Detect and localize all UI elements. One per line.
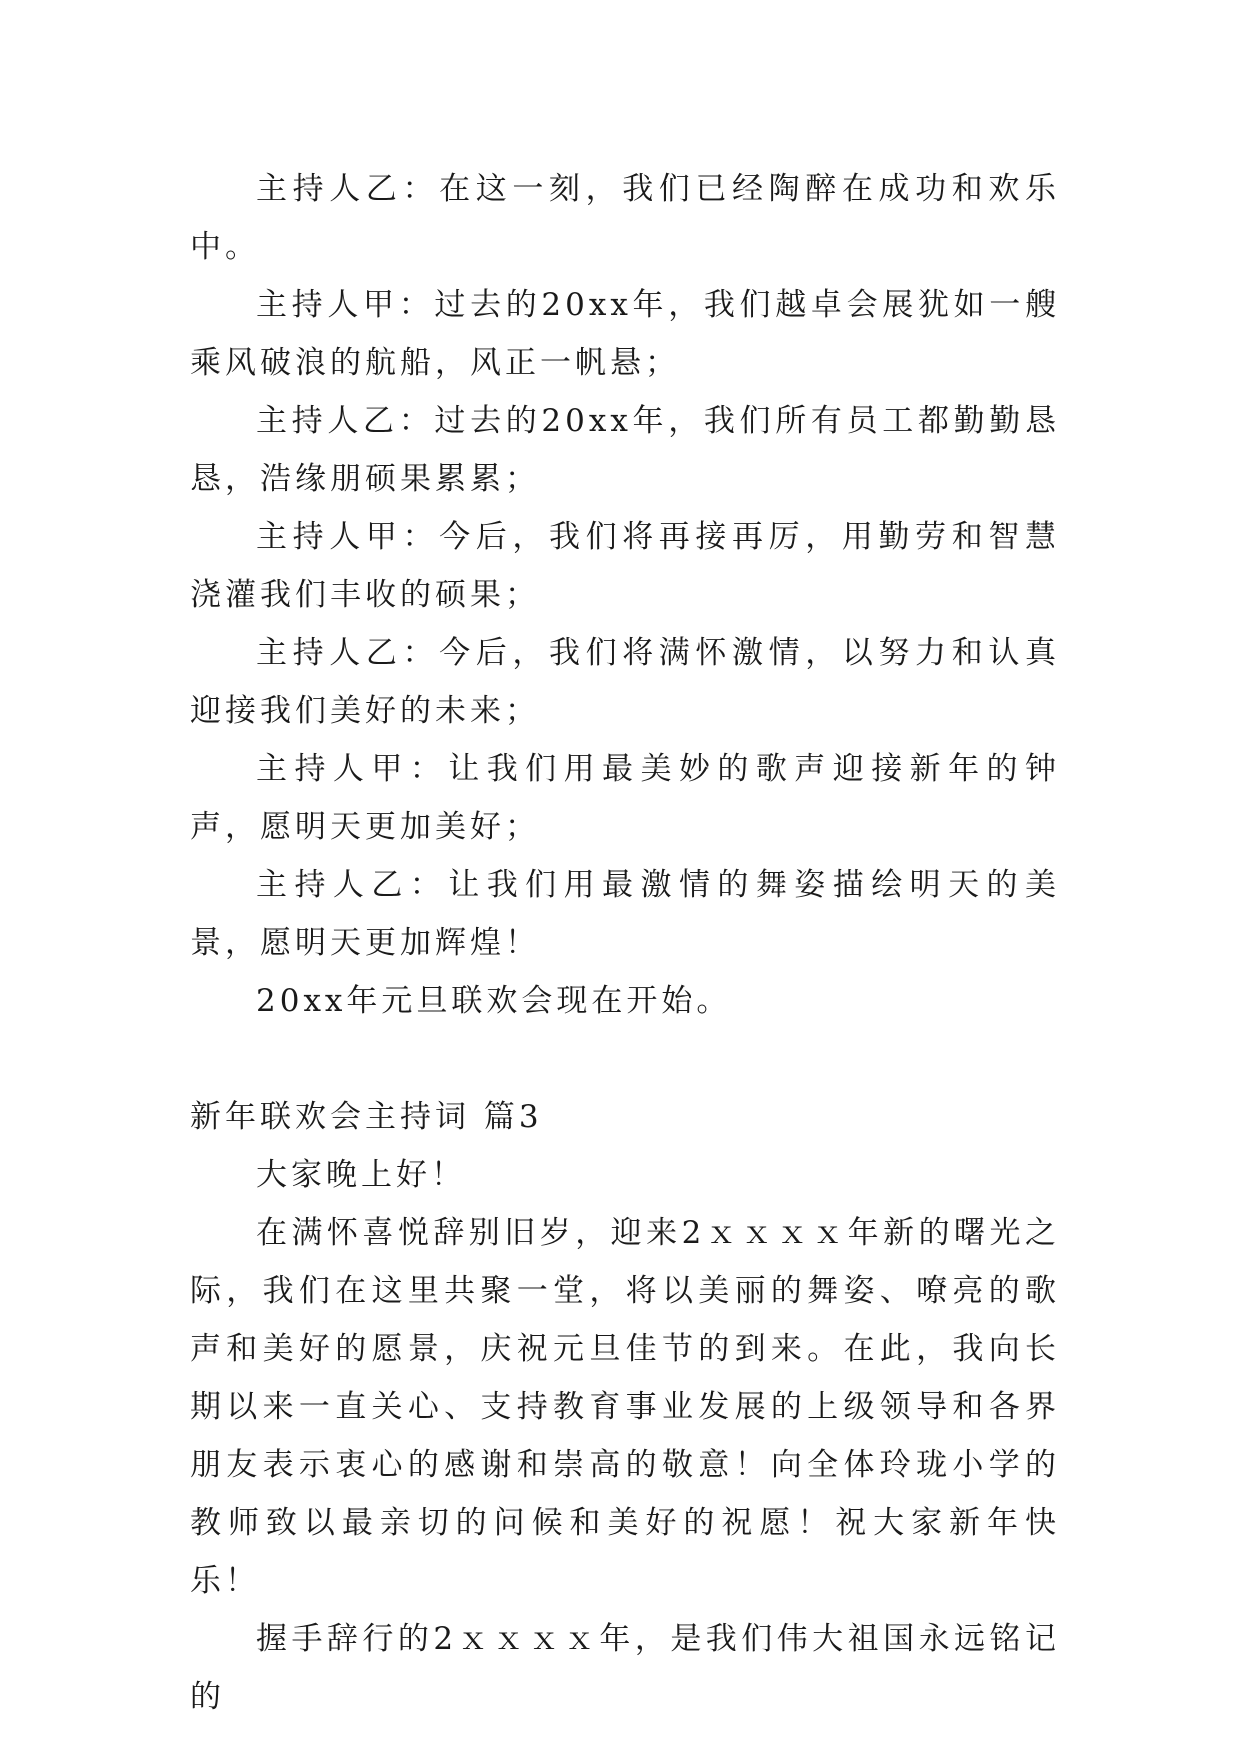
paragraph: 握手辞行的2ｘｘｘｘ年，是我们伟大祖国永远铭记的	[190, 1621, 1060, 1715]
document-body	[190, 160, 1060, 1726]
paragraph: 主持人乙：让我们用最激情的舞姿描绘明天的美景，愿明天更加辉煌！	[190, 867, 1060, 961]
paragraph: 在满怀喜悦辞别旧岁，迎来2ｘｘｘｘ年新的曙光之际，我们在这里共聚一堂，将以美丽的舞姿、嘹亮的歌声和美好的愿景，庆祝元旦佳节的到来。在此，我向长期以来一直关心、支持教育事业发展的上级领导和各界朋友表示衷心的感谢和崇高的敬意！向全体玲珑小学的教师致以最亲切的问候和美好的祝愿！祝大家新年快乐！	[190, 1215, 1060, 1599]
paragraph: 主持人乙：在这一刻，我们已经陶醉在成功和欢乐中。	[190, 171, 1060, 265]
section-heading: 新年联欢会主持词 篇3	[190, 1099, 543, 1135]
paragraph: 主持人甲：过去的20xx年，我们越卓会展犹如一艘乘风破浪的航船，风正一帆悬；	[190, 287, 1060, 381]
paragraph: 主持人甲：今后，我们将再接再厉，用勤劳和智慧浇灌我们丰收的硕果；	[190, 519, 1060, 613]
paragraph: 大家晚上好！	[256, 1157, 466, 1193]
paragraph: 主持人乙：今后，我们将满怀激情，以努力和认真迎接我们美好的未来；	[190, 635, 1060, 729]
paragraph: 主持人乙：过去的20xx年，我们所有员工都勤勤恳恳，浩缘朋硕果累累；	[190, 403, 1060, 497]
paragraph: 主持人甲：让我们用最美妙的歌声迎接新年的钟声，愿明天更加美好；	[190, 751, 1060, 845]
paragraph: 20xx年元旦联欢会现在开始。	[256, 983, 732, 1019]
